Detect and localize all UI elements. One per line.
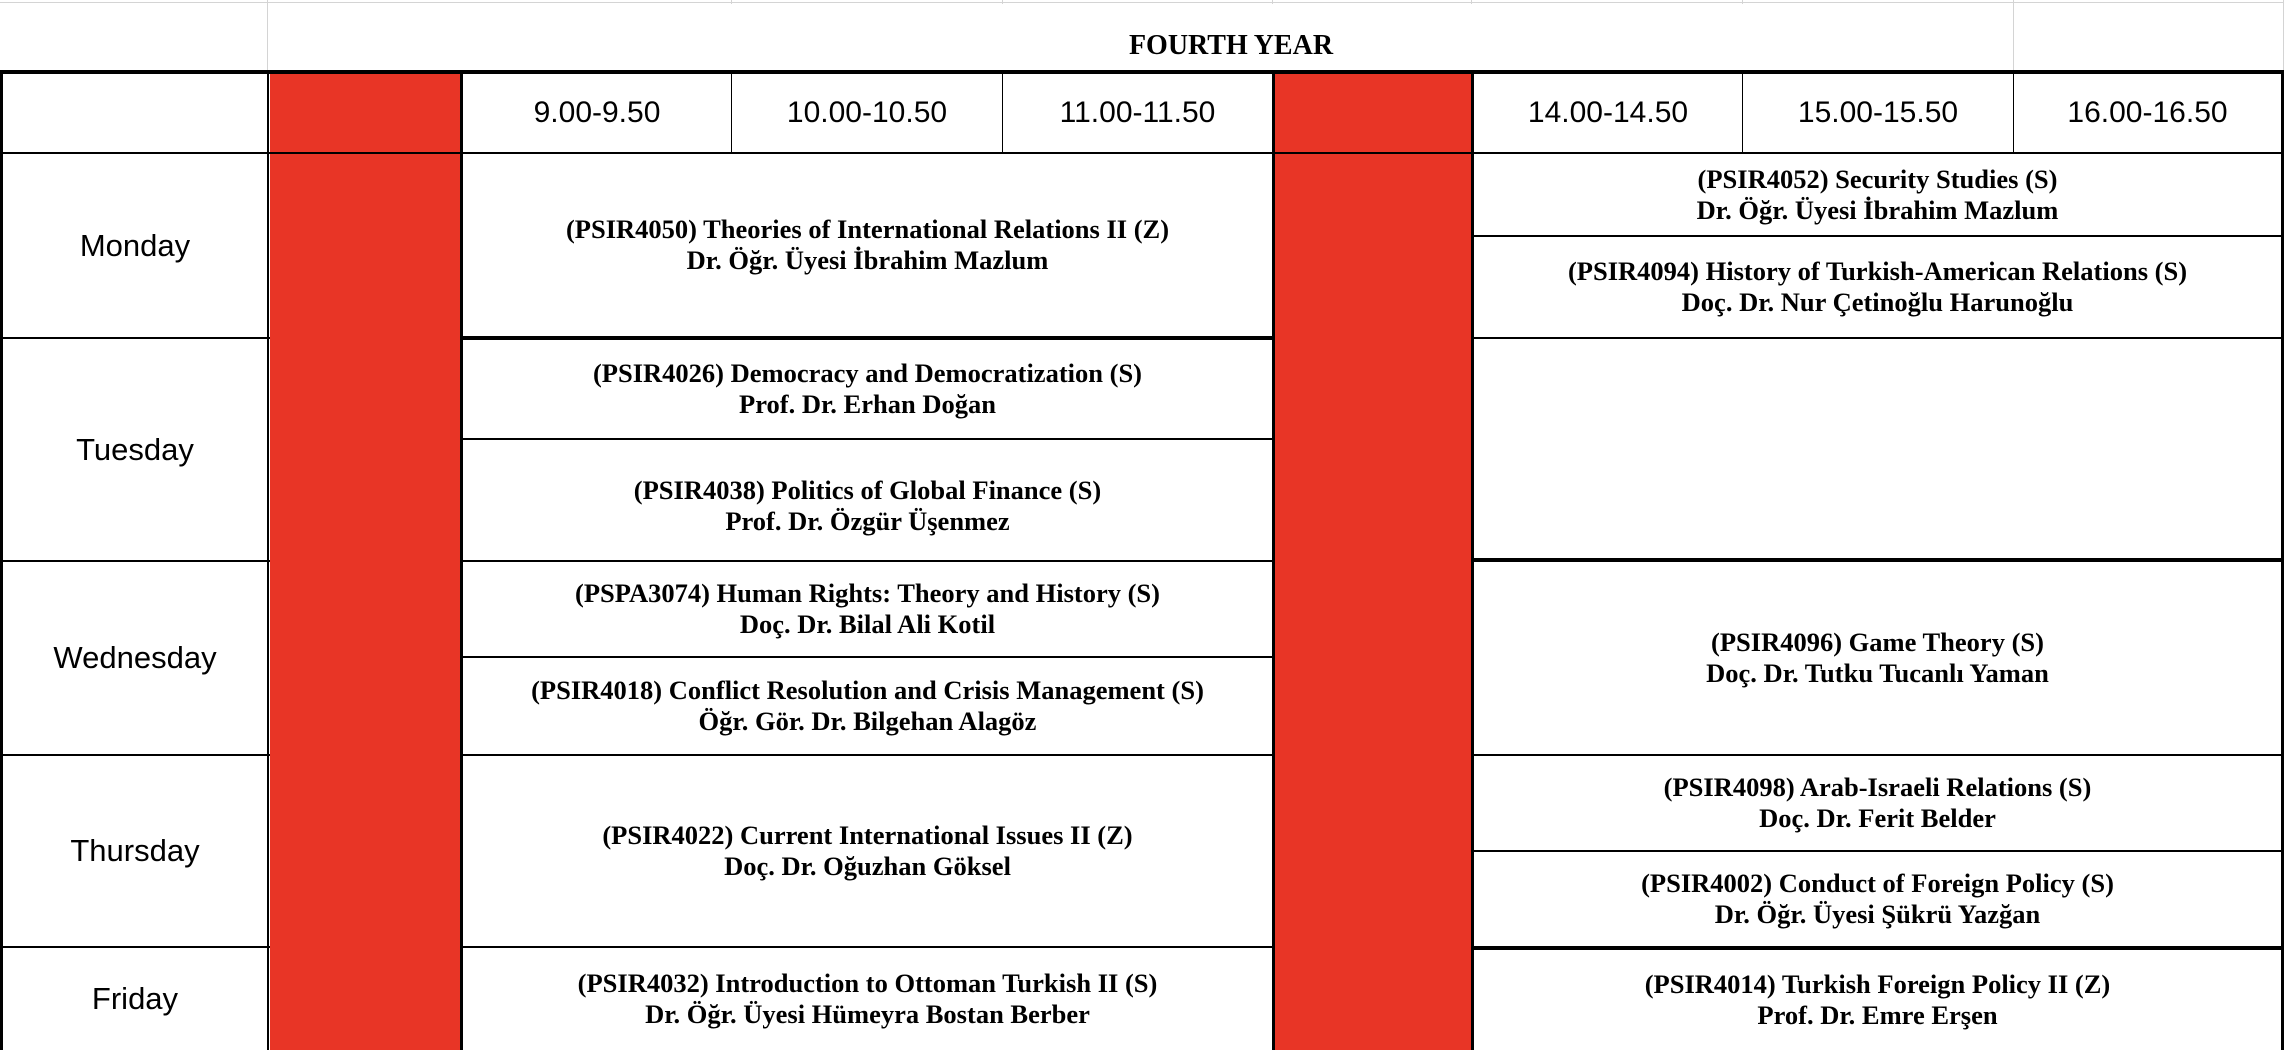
course-cell xyxy=(1474,154,2281,235)
course-code: (PSIR4032) Introduction to Ottoman Turkish II (S) xyxy=(577,968,1158,998)
day-label-thursday: Thursday xyxy=(70,833,200,868)
time-slot-header: 9.00-9.50 xyxy=(533,96,661,129)
course-cell xyxy=(1474,756,2281,850)
course-cell xyxy=(1474,852,2281,946)
course-code: (PSIR4096) Game Theory (S) xyxy=(1711,627,2044,657)
course-cell xyxy=(1474,950,2281,1050)
course-code: (PSIR4002) Conduct of Foreign Policy (S) xyxy=(1641,868,2114,898)
course-code: (PSIR4050) Theories of International Relations II (Z) xyxy=(565,214,1170,244)
course-cell xyxy=(463,340,1272,438)
course-cell xyxy=(463,562,1272,656)
time-slot-header: 15.00-15.50 xyxy=(1797,96,1959,129)
course-instructor: Prof. Dr. Erhan Doğan xyxy=(739,389,996,419)
page-title: FOURTH YEAR xyxy=(1128,30,1334,61)
day-label-monday: Monday xyxy=(79,227,191,263)
lunch-break-column xyxy=(1274,72,1471,1050)
course-instructor: Dr. Öğr. Üyesi İbrahim Mazlum xyxy=(1696,194,2059,225)
course-instructor: Dr. Öğr. Üyesi Hümeyra Bostan Berber xyxy=(645,999,1090,1029)
gridline xyxy=(1002,0,1003,4)
course-code: (PSIR4026) Democracy and Democratization (S) xyxy=(592,358,1143,388)
course-cell xyxy=(463,154,1272,336)
course-instructor: Doç. Dr. Oğuzhan Göksel xyxy=(724,851,1011,881)
grid-line xyxy=(1471,337,2284,339)
course-instructor: Öğr. Gör. Dr. Bilgehan Alagöz xyxy=(698,706,1037,736)
course-instructor: Prof. Dr. Emre Erşen xyxy=(1757,1000,1998,1030)
course-cell xyxy=(1474,237,2281,337)
course-instructor: Doç. Dr. Nur Çetinoğlu Harunoğlu xyxy=(1681,287,2074,317)
course-code: (PSIR4052) Security Studies (S) xyxy=(1697,163,2058,194)
day-label-tuesday: Tuesday xyxy=(76,431,194,467)
course-code: (PSIR4094) History of Turkish-American Relations (S) xyxy=(1567,256,2188,286)
course-cell xyxy=(463,440,1272,560)
course-code: (PSIR4014) Turkish Foreign Policy II (Z) xyxy=(1644,969,2111,999)
course-instructor: Dr. Öğr. Üyesi İbrahim Mazlum xyxy=(686,245,1049,275)
course-cell xyxy=(463,658,1272,754)
course-instructor: Doç. Dr. Ferit Belder xyxy=(1759,803,1996,833)
course-code: (PSIR4098) Arab-Israeli Relations (S) xyxy=(1663,772,2092,802)
time-slot-header: 16.00-16.50 xyxy=(2067,96,2228,129)
course-instructor: Doç. Dr. Bilal Ali Kotil xyxy=(739,609,996,639)
gridline xyxy=(1272,0,1273,4)
gridline xyxy=(2013,0,2014,72)
course-code: (PSPA3074) Human Rights: Theory and History (S) xyxy=(575,578,1160,608)
gridline xyxy=(1742,0,1743,4)
time-slot-header: 10.00-10.50 xyxy=(786,96,948,129)
gridline xyxy=(0,2,2284,3)
course-cell xyxy=(463,756,1272,946)
gridline xyxy=(1471,0,1472,4)
course-code: (PSIR4038) Politics of Global Finance (S) xyxy=(633,475,1102,505)
gridline xyxy=(267,0,268,72)
morning-break-column xyxy=(270,72,460,1050)
course-instructor: Doç. Dr. Tutku Tucanlı Yaman xyxy=(1706,658,2049,688)
day-label-friday: Friday xyxy=(91,981,179,1016)
course-code: (PSIR4018) Conflict Resolution and Crisis Management (S) xyxy=(531,675,1204,705)
course-code: (PSIR4022) Current International Issues II (Z) xyxy=(602,820,1133,850)
course-cell xyxy=(1474,562,2281,754)
time-slot-header: 14.00-14.50 xyxy=(1527,96,1689,129)
gridline xyxy=(731,0,732,4)
time-slot-header: 11.00-11.50 xyxy=(1059,96,1216,129)
gridline xyxy=(2013,0,2014,4)
course-instructor: Prof. Dr. Özgür Üşenmez xyxy=(725,506,1010,536)
day-label-wednesday: Wednesday xyxy=(53,640,217,675)
course-instructor: Dr. Öğr. Üyesi Şükrü Yazğan xyxy=(1714,899,2041,929)
course-cell xyxy=(463,948,1272,1050)
